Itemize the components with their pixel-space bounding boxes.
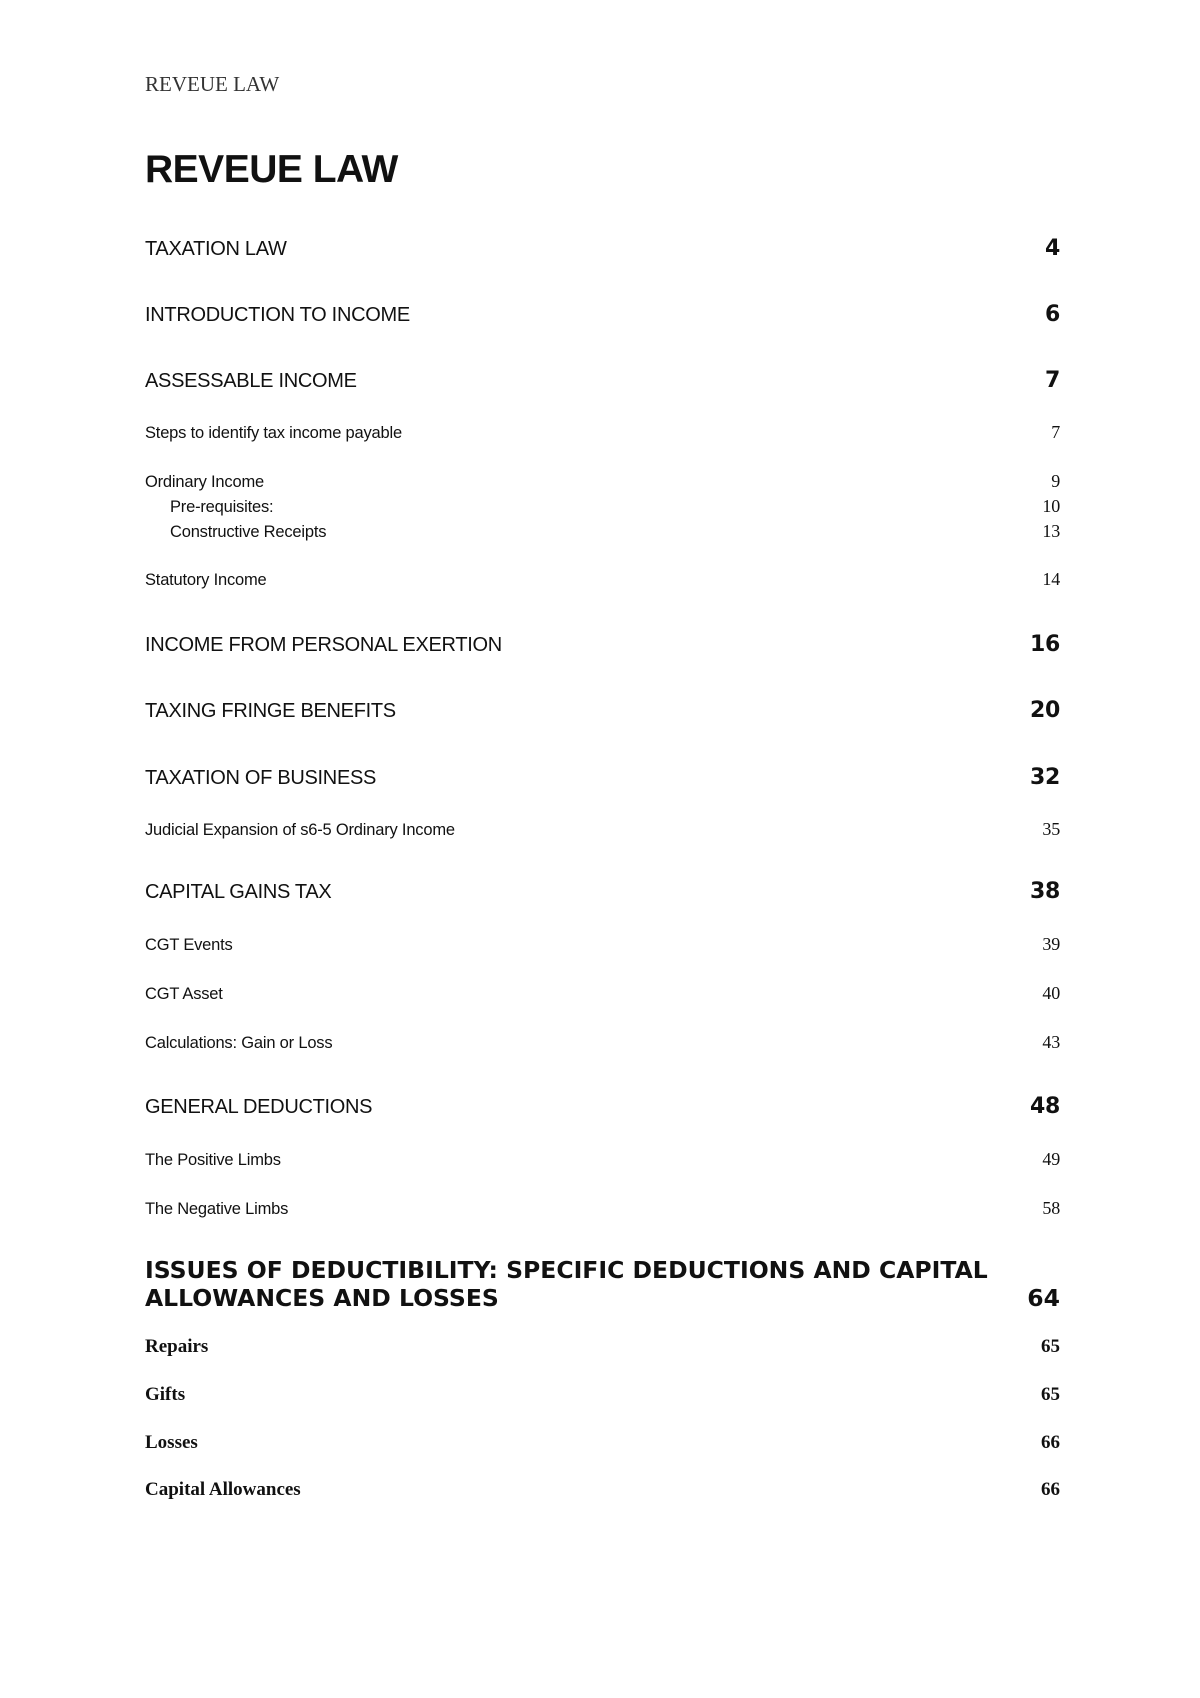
- toc-page-number: 38: [1029, 879, 1060, 904]
- toc-page-number: 58: [1042, 1198, 1060, 1218]
- toc-entry-repairs[interactable]: [145, 1336, 1060, 1358]
- toc-entry-label: The Positive Limbs: [145, 1151, 281, 1169]
- toc-entry-label: CGT Asset: [145, 985, 223, 1003]
- toc-entry-label-line1: ISSUES OF DEDUCTIBILITY: SPECIFIC DEDUCTIONS AND CAPITAL: [145, 1256, 988, 1284]
- toc-page-number: 65: [1041, 1336, 1060, 1357]
- toc-entry-label: CGT Events: [145, 936, 233, 954]
- toc-entry-label: TAXING FRINGE BENEFITS: [145, 700, 396, 722]
- toc-page-number: 4: [1044, 236, 1060, 261]
- toc-entry-assessable-income[interactable]: [145, 368, 1060, 393]
- toc-entry-issues-of-deductibility[interactable]: [145, 1256, 1060, 1312]
- toc-page-number: 48: [1029, 1094, 1060, 1119]
- document-title: REVEUE LAW: [145, 148, 398, 191]
- toc-entry-label: TAXATION OF BUSINESS: [145, 767, 377, 789]
- toc-entry-label: Judicial Expansion of s6-5 Ordinary Income: [145, 821, 455, 839]
- toc-entry-label: Steps to identify tax income payable: [145, 424, 402, 442]
- toc-entry-label: CAPITAL GAINS TAX: [145, 881, 332, 903]
- toc-entry-capital-allowances[interactable]: [145, 1479, 1060, 1501]
- toc-entry-taxation-of-business[interactable]: [145, 765, 1060, 790]
- toc-page-number: 32: [1029, 765, 1060, 790]
- toc-entry-label: Capital Allowances: [145, 1479, 301, 1500]
- running-header: REVEUE LAW: [145, 72, 280, 96]
- toc-entry-losses[interactable]: [145, 1432, 1060, 1454]
- toc-entry-label: Statutory Income: [145, 571, 267, 589]
- toc-entry-label: Repairs: [145, 1336, 209, 1357]
- toc-entry-label: Ordinary Income: [145, 473, 264, 491]
- toc-entry-label: TAXATION LAW: [145, 238, 287, 260]
- toc-entry-label: ASSESSABLE INCOME: [145, 370, 357, 392]
- toc-page-number: 64: [1027, 1284, 1060, 1312]
- toc-entry-personal-exertion[interactable]: [145, 632, 1060, 657]
- toc-entry-statutory-income[interactable]: [145, 569, 1060, 590]
- toc-entry-positive-limbs[interactable]: [145, 1149, 1060, 1170]
- toc-entry-label: INTRODUCTION TO INCOME: [145, 304, 410, 326]
- toc-entry-calculations[interactable]: [145, 1032, 1060, 1053]
- toc-entry-taxation-law[interactable]: [145, 236, 1060, 261]
- toc-page-number: 14: [1042, 569, 1060, 589]
- toc-page-number: 66: [1041, 1479, 1060, 1500]
- toc-entry-label: The Negative Limbs: [145, 1200, 289, 1218]
- toc-page-number: 20: [1029, 698, 1060, 723]
- toc-page-number: 39: [1042, 934, 1060, 954]
- toc-entry-judicial-expansion[interactable]: [145, 819, 1060, 840]
- toc-entry-cgt-asset[interactable]: [145, 983, 1060, 1004]
- toc-page-number: 40: [1042, 983, 1060, 1003]
- toc-entry-label: Losses: [145, 1432, 198, 1453]
- toc-entry-fringe-benefits[interactable]: [145, 698, 1060, 723]
- toc-entry-label: Gifts: [145, 1384, 186, 1405]
- toc-entry-steps[interactable]: [145, 422, 1060, 443]
- toc-page-number: 35: [1042, 819, 1060, 839]
- toc-page-number: 43: [1042, 1032, 1060, 1052]
- toc-entry-introduction-to-income[interactable]: [145, 302, 1060, 327]
- toc-entry-label: Constructive Receipts: [170, 523, 327, 541]
- toc-page-number: 7: [1044, 368, 1060, 393]
- toc-entry-cgt-events[interactable]: [145, 934, 1060, 955]
- toc-entry-label: Pre-requisites:: [170, 498, 274, 516]
- toc-page-number: 7: [1051, 422, 1060, 442]
- toc-entry-label: GENERAL DEDUCTIONS: [145, 1096, 373, 1118]
- toc-entry-gifts[interactable]: [145, 1384, 1060, 1406]
- toc-entry-constructive-receipts[interactable]: [145, 521, 1060, 542]
- toc-entry-prerequisites[interactable]: [145, 496, 1060, 517]
- toc-page-number: 49: [1042, 1149, 1060, 1169]
- toc-page-number: 16: [1029, 632, 1060, 657]
- toc-page-number: 10: [1042, 496, 1060, 516]
- toc-page-number: 66: [1041, 1432, 1060, 1453]
- toc-entry-ordinary-income[interactable]: [145, 471, 1060, 492]
- toc-entry-capital-gains-tax[interactable]: [145, 879, 1060, 904]
- toc-entry-label-line2: ALLOWANCES AND LOSSES: [145, 1284, 499, 1312]
- toc-page-number: 9: [1051, 471, 1060, 491]
- toc-page-number: 6: [1044, 302, 1060, 327]
- toc-page-number: 13: [1042, 521, 1060, 541]
- toc-page-number: 65: [1041, 1384, 1060, 1405]
- toc-entry-general-deductions[interactable]: [145, 1094, 1060, 1119]
- toc-entry-negative-limbs[interactable]: [145, 1198, 1060, 1219]
- toc-entry-label: INCOME FROM PERSONAL EXERTION: [145, 634, 502, 656]
- toc-entry-label: Calculations: Gain or Loss: [145, 1034, 333, 1052]
